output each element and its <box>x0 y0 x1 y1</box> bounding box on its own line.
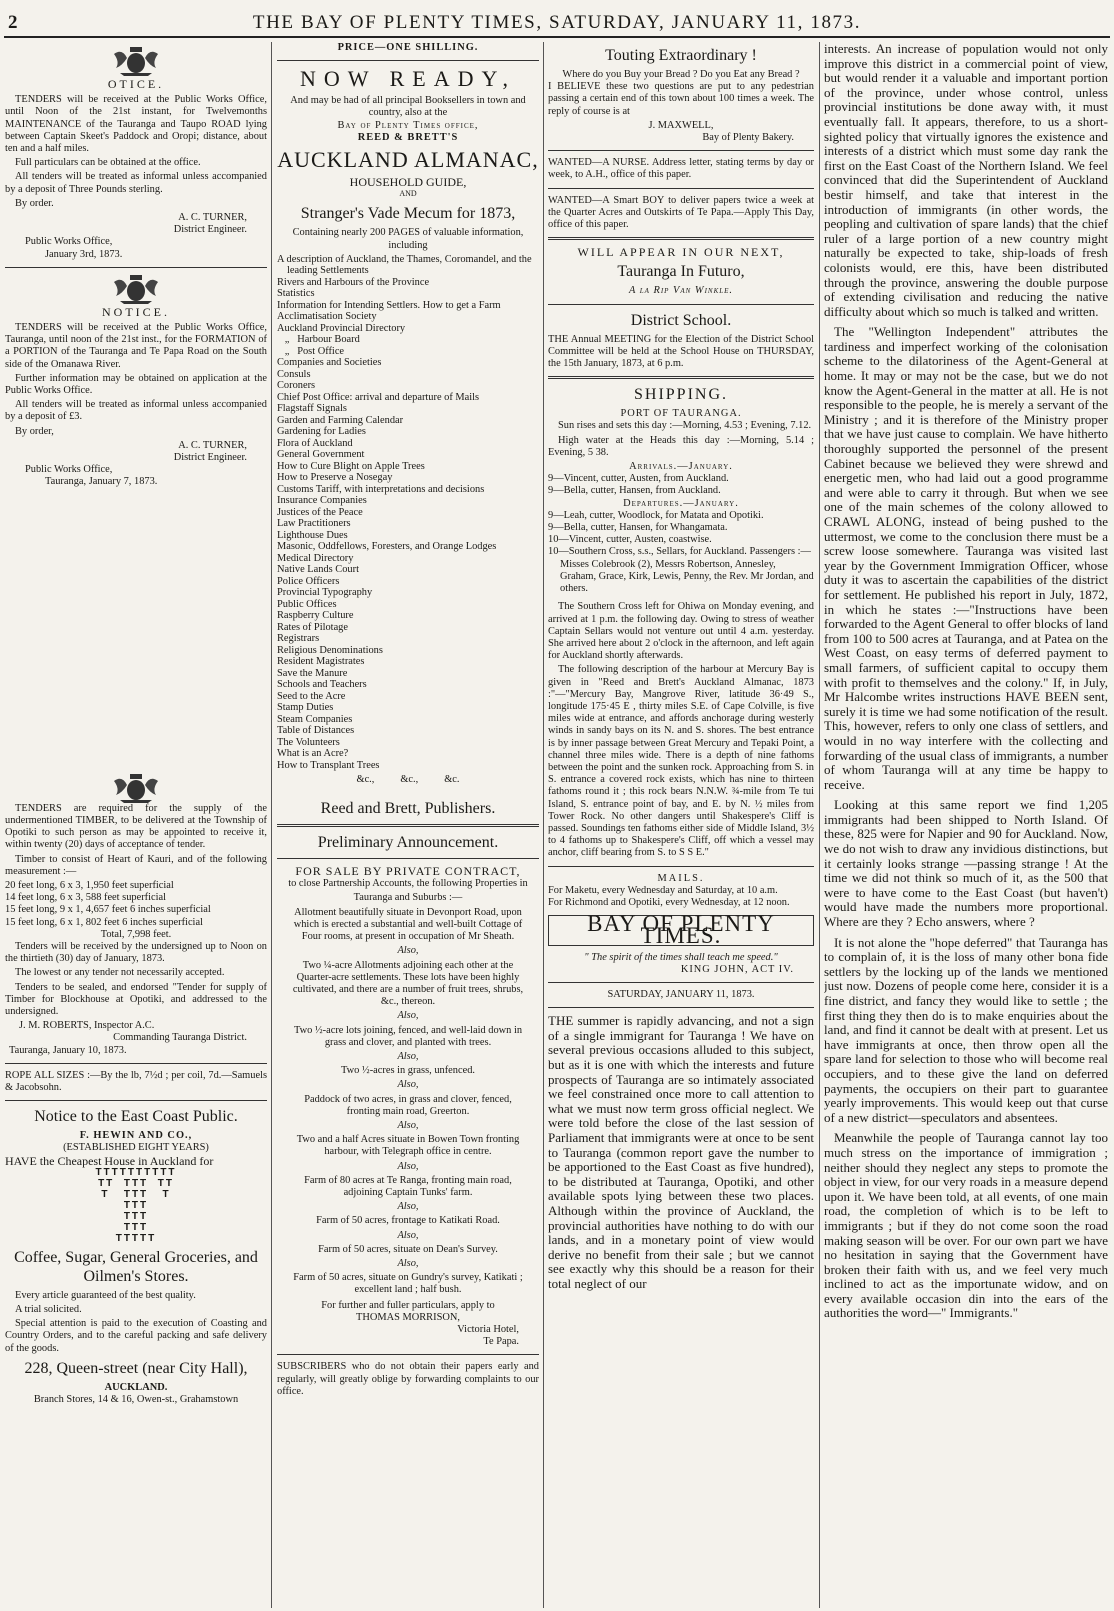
grocer-firm: F. HEWIN AND CO., <box>79 1130 193 1142</box>
column-divider <box>543 42 544 1608</box>
property-lot: Farm of 80 acres at Te Ranga, fronting main road, adjoining Captain Tunks' farm. <box>304 1174 512 1198</box>
publishers-line: Reed and Brett, Publishers. <box>320 799 496 817</box>
sun-times: Sun rises and sets this day :—Morning, 4.53 ; Evening, 7.12. <box>558 420 812 432</box>
divider <box>548 1007 814 1008</box>
guide-title: HOUSEHOLD GUIDE, <box>349 175 467 190</box>
vade-mecum-title: Stranger's Vade Mecum for 1873, <box>300 205 516 223</box>
masthead-rule <box>4 36 1110 38</box>
divider <box>548 376 814 379</box>
office-name: Bay of Plenty Times office, <box>337 119 479 131</box>
winkle-line: A la Rip Van Winkle. <box>628 285 734 297</box>
list-item: Native Lands Court <box>277 564 359 576</box>
list-item: Flora of Auckland <box>277 437 353 449</box>
grocer-advertisement <box>5 1107 267 1406</box>
tea-letter-row: TTT <box>123 1210 149 1222</box>
newspaper-title: THE BAY OF PLENTY TIMES, SATURDAY, JANUARY 11, 1873. <box>252 12 862 33</box>
timber-total: Total, 7,998 feet. <box>100 928 172 940</box>
notice-paragraph: All tenders will be treated as informal unless accompanied by a deposit of £3. <box>5 399 267 423</box>
list-item: Statistics <box>277 288 315 300</box>
notice-place: Public Works Office, <box>25 464 113 476</box>
grocer-paragraph: Every article guaranteed of the best quality. <box>15 1289 196 1301</box>
list-item: Steam Companies <box>277 713 353 725</box>
grocer-city: AUCKLAND. <box>104 1381 168 1393</box>
tea-letter-row: TTT <box>123 1221 149 1233</box>
timber-row: 15 feet long, 9 x 1, 4,657 feet 6 inches superficial <box>5 904 211 916</box>
notice-by-order: By order, <box>15 425 54 437</box>
rope-advertisement: ROPE ALL SIZES :—By the lb, 7½d ; per coil, 7d.—Samuels & Jacobsohn. <box>5 1069 267 1093</box>
containing-line: Containing nearly 200 PAGES of valuable information, including <box>292 227 524 251</box>
list-item: Law Practitioners <box>277 518 351 530</box>
tea-letter-row: TT TTT TT <box>98 1177 174 1189</box>
touting-heading: Touting Extraordinary ! <box>605 47 757 64</box>
list-item: Garden and Farming Calendar <box>277 414 404 426</box>
divider <box>548 866 814 867</box>
divider <box>5 267 267 268</box>
list-item: Insurance Companies <box>277 495 367 507</box>
list-item: How to Transplant Trees <box>277 759 380 771</box>
also-label: Also, <box>397 1050 419 1062</box>
notice-paragraph: Further information may be obtained on application at the Public Works Office. <box>5 372 267 397</box>
bakery-name: Bay of Plenty Bakery. <box>702 132 794 144</box>
also-label: Also, <box>397 1079 419 1091</box>
harbour-description: The following description of the harbour at Mercury Bay is given in "Reed and Brett's Auckland Almanac, 1873 :"—"Mercury Bay, Mangrove River, latitude 36·49 S., longitude 175·45 E , thirty miles S.E. of Cape Colville, is five miles wide at entrance, and affords anchorage during westerly winds in sandy bays on its N. and S. shores. The best entrance is by inner passage between Great Mercury and Tepaki Point, a channel three miles wide. There is a depth of nine fathoms between the point and the sunken rock. Approaching from S. in S. entrance a covered rock exists, which has nine to thirteen fathoms round it ; this rock bears N.N.W. ¾-mile from Te tui Island, S. entrance point of bay, and E. by N. ½ miles from Tower Rock. No other dangers until Shakespere's Cliff is passed. Soundings ten fathoms either side of Middle Island, 3½ to 4 fathoms up to Shakespere's Cliff, off which a vessel may anchor, cliff bearing from S. to S S E." <box>548 664 814 859</box>
list-item: Lighthouse Dues <box>277 529 348 541</box>
editorial-paragraph: interests. An increase of population would not only improve this district in a commercial point of view, but would render it a valuable and important portion of the province, under whose control, unless provincial institutions be done away with, it must eventually fall. It appears, therefore, to us a short-sighted policy that virtually ignores the existence and interests of a district which must some day rank the first on the East Coast of the Northern Island. We feel convinced that did the Superintendent of Auckland bestir himself, and take that interest in the introduction of immigrants (in other words, the peopling and cultivation of spare lands) that the chief ruler of a large portion of a new country might naturally be expected to take, ship-loads of fresh colonists would, ere this, have been distributed through the province, answering the double purpose of extending civilisation and reducing the native difficulty about which so much is talked and written. <box>824 42 1108 319</box>
notice-heading: OTICE. <box>107 77 165 91</box>
list-item: Justices of the Peace <box>277 506 363 518</box>
notice-paragraph: Tenders to be sealed, and endorsed "Tender for supply of Timber for Blockhouse at Opotiki, and addressed to the undersigned. <box>5 981 267 1017</box>
notice-paragraph: Full particulars can be obtained at the office. <box>15 157 201 169</box>
tea-letter-row: TTTTT <box>115 1232 157 1244</box>
tea-letter-row: TTT <box>123 1199 149 1211</box>
signature-title: Commanding Tauranga District. <box>113 1032 247 1044</box>
also-label: Also, <box>397 1229 419 1241</box>
departure-entry: 10—Vincent, cutter, Austen, coastwise. <box>548 534 712 546</box>
list-item: Chief Post Office: arrival and departure of Mails <box>277 391 480 403</box>
list-item: „ Harbour Board <box>277 334 360 346</box>
preliminary-heading: Preliminary Announcement. <box>317 833 499 851</box>
list-item: Provincial Typography <box>277 587 373 599</box>
motto-source: KING JOHN, ACT IV. <box>680 963 794 975</box>
also-label: Also, <box>397 945 419 957</box>
list-item: Seed to the Acre <box>277 690 346 702</box>
list-item: Medical Directory <box>277 552 354 564</box>
notice-paragraph: All tenders will be treated as informal unless accompanied by a deposit of Three Pounds sterling. <box>5 171 267 195</box>
grocer-goods: Coffee, Sugar, General Groceries, and Oilmen's Stores. <box>14 1248 258 1285</box>
column-1 <box>5 42 267 1608</box>
notice-body: TENDERS are required for the supply of the undermentioned TIMBER, to be delivered at the Township of Opotiki to such person as may be appointed to receive it, within twenty (20) days of acceptance of tender. <box>5 802 267 851</box>
notice-date: Tauranga, January 7, 1873. <box>45 476 158 488</box>
sale-heading: FOR SALE BY PRIVATE CONTRACT, <box>295 863 521 878</box>
list-item: Rates of Pilotage <box>277 621 348 633</box>
publisher-line: REED & BRETT'S <box>357 131 459 143</box>
timber-row: 15 feet long, 6 x 1, 802 feet 6 inches superficial <box>5 916 203 928</box>
property-lot: Paddock of two acres, in grass and clover, fenced, fronting main road, Greerton. <box>304 1093 512 1117</box>
list-item: A description of Auckland, the Thames, Coromandel, and the leading Settlements <box>277 253 532 277</box>
tea-letter-row: T TTT T <box>101 1188 171 1200</box>
also-label: Also, <box>397 1010 419 1022</box>
property-lot: Farm of 50 acres, situate on Gundry's survey, Katikati ; excellent land ; half bush. <box>293 1272 523 1296</box>
sale-subheading: to close Partnership Accounts, the following Properties in Tauranga and Suburbs :— <box>288 877 528 903</box>
grocer-lead: HAVE the Cheapest House in Auckland for <box>5 1153 214 1168</box>
departure-entry: 10—Southern Cross, s.s., Sellars, for Auckland. Passengers :—Misses Colebrook (2), Messrs Robertson, Annesley, Graham, Grace, Kirk, Lewis, Penny, the Rev. Mr Jordan, and others. <box>548 546 814 595</box>
grocer-paragraph: Special attention is paid to the execution of Coasting and Country Orders, and to the careful packing and safe delivery of the goods. <box>5 1318 267 1354</box>
arrival-entry: 9—Vincent, cutter, Austen, from Auckland. <box>548 473 729 485</box>
coming-next-notice <box>548 246 814 297</box>
grocer-established: (ESTABLISHED EIGHT YEARS) <box>63 1142 209 1154</box>
timber-row: 20 feet long, 6 x 3, 1,950 feet superficial <box>5 879 174 891</box>
list-item: Police Officers <box>277 575 340 587</box>
grocer-paragraph: A trial solicited. <box>15 1303 82 1315</box>
blank-space <box>5 489 267 769</box>
will-appear-line: WILL APPEAR IN OUR NEXT, <box>577 245 785 260</box>
notice-place: Public Works Office, <box>25 236 113 248</box>
property-lot: Farm of 50 acres, situate on Dean's Survey. <box>318 1243 498 1255</box>
grocer-title: Notice to the East Coast Public. <box>34 1108 238 1126</box>
signature-name: J. M. ROBERTS, Inspector A.C. <box>19 1020 155 1032</box>
departures-heading: Departures.—January. <box>623 497 739 509</box>
list-item: Information for Intending Settlers. How to get a Farm <box>277 299 501 311</box>
notice-heading: NOTICE. <box>102 304 170 319</box>
also-label: Also, <box>397 1160 419 1172</box>
list-item: Gardening for Ladies <box>277 426 366 438</box>
list-item: Raspberry Culture <box>277 610 354 622</box>
timber-row: 14 feet long, 6 x 3, 588 feet superficial <box>5 892 167 904</box>
list-item: Public Offices <box>277 598 337 610</box>
availability: And may be had of all principal Booksellers in town and country, also at the <box>290 95 526 119</box>
divider <box>548 982 814 983</box>
arrivals-heading: Arrivals.—January. <box>629 461 733 473</box>
property-lot: Farm of 50 acres, frontage to Katikati Road. <box>316 1215 500 1227</box>
list-item: Flagstaff Signals <box>277 403 347 415</box>
editorial-paragraph: Looking at this same report we find 1,205 immigrants had been shipped to North Island. Of these, 825 were for Napier and 90 for Auckland. Now, we do not wish to draw any invidious distinctions, but it certainly looks strange —passing strange ! At the time we did not think so much of it, as the 500 that were to have come to the East Coast (but haven't) would have made the numbers more proportional. Where are they ? Echo answers, where ? <box>824 797 1108 930</box>
editorial-masthead: BAY OF PLENTY TIMES. <box>548 915 814 945</box>
divider <box>277 60 539 61</box>
editorial-paragraph: It is not alone the "hope deferred" that Tauranga has to complain of, it is the loss of many other bona fide settlers by the locking up of the lands we mentioned just now. Dozens of people come here, consider it is a fine district, and fancy they would like to settle ; the first thing they then do is to make enquiries about the land, and find it cannot be dealt with at present. Let us have immigrants at once, then throw open all the spare land for selection to those who will become real occupiers, and to these give the land on deferred payments, the occupiers on their part to guarantee yearly improvements. This would keep out that curse of a new district—speculators and absentees. <box>824 934 1108 1125</box>
also-label: Also, <box>397 1119 419 1131</box>
column-4 <box>824 42 1108 1608</box>
tender-notice-road-maintenance <box>5 46 267 261</box>
arrival-entry: 9—Bella, cutter, Hansen, from Auckland. <box>548 485 721 497</box>
tide-times: High water at the Heads this day :—Morning, 5.14 ; Evening, 5 38. <box>548 434 814 458</box>
bakery-advertisement <box>548 46 814 144</box>
school-notice: THE Annual MEETING for the Election of the District School Committee will be held at the School House on THURSDAY, the 15th January, 1873, at 6 p.m. <box>548 333 814 370</box>
royal-crest-icon <box>112 274 160 304</box>
list-item: Religious Denominations <box>277 644 383 656</box>
list-item: How to Preserve a Nosegay <box>277 472 393 484</box>
editorial-lead: THE summer is rapidly advancing, and not a sign of a single immigrant for Tauranga ! We have on several previous occasions alluded to this subject, but as it is one with which the interests and future prospects of Tauranga are so intimately associated we feel constrained once more to call attention to what we must now term gross official neglect. We were told before the close of the last session of Parliament that immigrants were at once to be sent to Tauranga (common report gave the number to be apportioned to the East Coast as five hundred), to be distributed at Tauranga, Opotiki, and other available spots lying between these two places. Although within the province of Auckland, the provincial authorities have nothing to do with our lands, and in a monetary point of view would derive no benefit from their sale ; but we cannot see exactly why this should be a reason for their total neglect of our <box>548 1013 814 1291</box>
royal-crest-icon <box>112 46 160 76</box>
page-number: 2 <box>8 12 18 33</box>
etc-line: &c., &c., &c. <box>356 774 460 786</box>
list-item: Acclimatisation Society <box>277 311 377 323</box>
list-item: Resident Magistrates <box>277 656 365 668</box>
southern-cross-report: The Southern Cross left for Ohiwa on Monday evening, and arrived at 1 p.m. the following day. Owing to stress of weather Captain Sellars would not venture out until 4 a.m. yesterday. She arrived here about 2 o'clock in the afternoon, and left again for Auckland shortly afterwards. <box>548 601 814 662</box>
shipping-heading: SHIPPING. <box>633 386 728 404</box>
baker-name: J. MAXWELL, <box>648 119 714 131</box>
mail-entry: For Maketu, every Wednesday and Saturday, at 10 a.m. <box>548 884 778 896</box>
list-item: The Volunteers <box>277 736 340 748</box>
notice-body: TENDERS will be received at the Public Works Office, until Noon of the 21st instant, for Twelvemonths MAINTENANCE of the Tauranga and Taupo ROAD lying between Captain Skeet's Paddock and Oropi; distance, about ten and a half miles. <box>5 94 267 155</box>
list-item: Consuls <box>277 368 311 380</box>
list-item: Stamp Duties <box>277 702 334 714</box>
grocer-branch: Branch Stores, 14 & 16, Owen-st., Grahamstown <box>33 1393 239 1405</box>
divider <box>5 1063 267 1064</box>
column-3 <box>548 42 814 1608</box>
divider <box>548 304 814 305</box>
notice-body: TENDERS will be received at the Public Works Office, Tauranga, until noon of the 21st inst., for the FORMATION of a PORTION of the Tauranga and Te Papa Road on the South side of the Omanawa River. <box>5 322 267 370</box>
divider <box>548 237 814 240</box>
departure-entry: 9—Leah, cutter, Woodlock, for Matata and Opotiki. <box>548 509 764 521</box>
departure-entry: 9—Bella, cutter, Hansen, for Whangamata. <box>548 522 728 534</box>
column-2 <box>277 42 539 1608</box>
also-label: Also, <box>397 1258 419 1270</box>
property-lot: Two and a half Acres situate in Bowen Town fronting harbour, with Telegraph office in centre. <box>296 1134 520 1158</box>
list-item: Save the Manure <box>277 667 348 679</box>
divider <box>5 1100 267 1101</box>
almanac-contents <box>277 254 539 772</box>
mails-heading: MAILS. <box>657 872 705 884</box>
also-label: Also, <box>397 1201 419 1213</box>
tea-letter-graphic <box>5 1167 267 1244</box>
list-item: Coroners <box>277 380 316 392</box>
notice-paragraph: The lowest or any tender not necessarily accepted. <box>15 967 225 979</box>
motto: " The spirit of the times shall teach me speed." <box>584 951 778 963</box>
apply-line: For further and fuller particulars, apply to <box>321 1299 495 1311</box>
list-item: „ Post Office <box>277 345 345 357</box>
wanted-nurse-ad: WANTED—A NURSE. Address letter, stating terms by day or week, to A.H., office of this paper. <box>548 157 814 181</box>
mail-entry: For Richmond and Opotiki, every Wednesday, at 12 noon. <box>548 896 790 908</box>
column-divider <box>271 42 272 1608</box>
list-item: Customs Tariff, with interpretations and decisions <box>277 483 485 495</box>
list-item: Masonic, Oddfellows, Foresters, and Orange Lodges <box>277 541 497 553</box>
bread-question: Where do you Buy your Bread ? Do you Eat any Bread ? <box>562 69 800 80</box>
property-lot: Two ¼-acre Allotments adjoining each other at the Quarter-acre settlements. These lots have been highly cultivated, and there are a number of fruit trees, shrubs, &c., thereon. <box>292 959 524 1008</box>
property-lot: Two ½-acre lots joining, fenced, and well-laid down in grass and clover, and planted with trees. <box>293 1024 523 1048</box>
list-item: Schools and Teachers <box>277 679 367 691</box>
grocer-address: 228, Queen-street (near City Hall), <box>24 1359 248 1377</box>
column-divider <box>819 42 820 1608</box>
notice-paragraph: Tenders will be received by the undersigned up to Noon on the thirtieth (30) day of January, 1873. <box>5 940 267 965</box>
almanac-advertisement <box>277 42 539 818</box>
tender-notice-road-formation <box>5 274 267 489</box>
school-heading: District School. <box>630 311 732 329</box>
list-item: What is an Acre? <box>277 748 349 760</box>
property-sale-advertisement <box>277 865 539 1349</box>
bakery-body: I BELIEVE these two questions are put to any pedestrian passing a certain end of this town about 100 times a week. The reply of course is at <box>548 81 814 117</box>
port-heading: PORT OF TAURANGA. <box>620 408 742 420</box>
divider <box>548 150 814 151</box>
notice-date: January 3rd, 1873. <box>45 248 123 260</box>
signature-name: A. C. TURNER, <box>178 212 247 224</box>
agent-town: Te Papa. <box>483 1336 519 1348</box>
almanac-title: AUCKLAND ALMANAC, <box>277 147 539 173</box>
divider <box>548 188 814 189</box>
price-line: PRICE—ONE SHILLING. <box>337 42 479 53</box>
list-item: Rivers and Harbours of the Province <box>277 276 430 288</box>
agent-name: THOMAS MORRISON, <box>356 1311 460 1323</box>
list-item: Table of Distances <box>277 725 355 737</box>
divider <box>277 824 539 827</box>
list-item: Registrars <box>277 633 320 645</box>
editorial-paragraph: The "Wellington Independent" attributes the tardiness and imperfect working of the colonisation scheme to the dilatoriness of the Agent-General at home. It may or may not be the case, but we do not know the Agent-General in the matter at all. He is not responsible to the people, he is merely a servant of the Ministry ; and it is therefore of the Ministry proper that we have just cause to complain. We have hitherto thoroughly supported the personnel of the present Cabinet because we believed they were shrewd and energetic men, who had laid out a good programme and were able to carry it through. But when we see one of the main schemes of the colony allowed to CRAWL ALONG, instead of being pushed to the uttermost, we come to the conclusion there must be a screw loose somewhere. Tauranga was visited last year by the Government Immigration Officer, whose duty it was to ascertain the capabilities of the district for settlement. He published his report in July, 1872, in which he states :—"Instructions have been forwarded to the Agent General to offer blocks of land from 100 to 500 acres at Tauranga, and at Patea on the West Coast, on easy terms of deferred payment to small farmers, of sufficient capital to occupy them with profit to themselves and the colony." If, in July, Mr Halcombe writes instructions HAVE BEEN sent, surely it is time we had some notification of the result. This, however, refers to only one class of settlers, and would in no way interfere with the collecting and forwarding of the usual class of immigrants, a number of whom Tauranga will at any time be happy to receive. <box>824 324 1108 792</box>
agent-hotel: Victoria Hotel, <box>457 1324 519 1336</box>
list-item: Companies and Societies <box>277 357 382 369</box>
notice-paragraph: Timber to consist of Heart of Kauri, and of the following measurement :— <box>5 853 267 877</box>
tea-letter-row: TTTTTTTTTT <box>95 1166 177 1178</box>
now-ready: NOW READY, <box>299 66 517 92</box>
list-item: How to Cure Blight on Apple Trees <box>277 460 425 472</box>
editorial-date: SATURDAY, JANUARY 11, 1873. <box>607 988 755 1000</box>
signature-title: District Engineer. <box>173 452 247 464</box>
divider <box>277 1354 539 1355</box>
signature-name: A. C. TURNER, <box>178 439 247 451</box>
list-item: Auckland Provincial Directory <box>277 322 406 334</box>
signature-title: District Engineer. <box>173 224 247 236</box>
notice-by-order: By order. <box>15 197 54 209</box>
and-word: AND <box>399 189 417 199</box>
editorial-paragraph: Meanwhile the people of Tauranga cannot lay too much stress on the importance of immigration ; neither should they neglect any steps to promote the object in view, for our very roads in a measure depend upon it. We have been told, at all events, of one main road, the completion of which is to be left to immigrants ; but if they do not come soon the road making season will be over. For our own part we have no hesitation in saying that the Government have broken their faith with us, and we feel very much inclined to act as the importunate widow, and on every available occasion din into the ears of the authorities the word—" Immigrants." <box>824 1130 1108 1321</box>
masthead <box>0 6 1114 36</box>
wanted-boy-ad: WANTED—A Smart BOY to deliver papers twice a week at the Quarter Acres and Outskirts of Te Papa.—Apply This Day, office of this paper. <box>548 194 814 231</box>
royal-crest-icon <box>112 773 160 803</box>
subscribers-notice: SUBSCRIBERS who do not obtain their papers early and regularly, will greatly oblige by forwarding complaints to our office. <box>277 1361 539 1397</box>
futuro-title: Tauranga In Futuro, <box>617 263 745 281</box>
divider <box>277 858 539 859</box>
list-item: General Government <box>277 449 365 461</box>
property-lot: Two ½-acres in grass, unfenced. <box>340 1065 475 1077</box>
timber-tender-notice <box>5 773 267 1057</box>
property-lot: Allotment beautifully situate in Devonport Road, upon which is erected a substantial and well-built Cottage of Four rooms, at present in occupation of Mr Sheath. <box>293 906 523 943</box>
notice-date: Tauranga, January 10, 1873. <box>9 1044 127 1056</box>
